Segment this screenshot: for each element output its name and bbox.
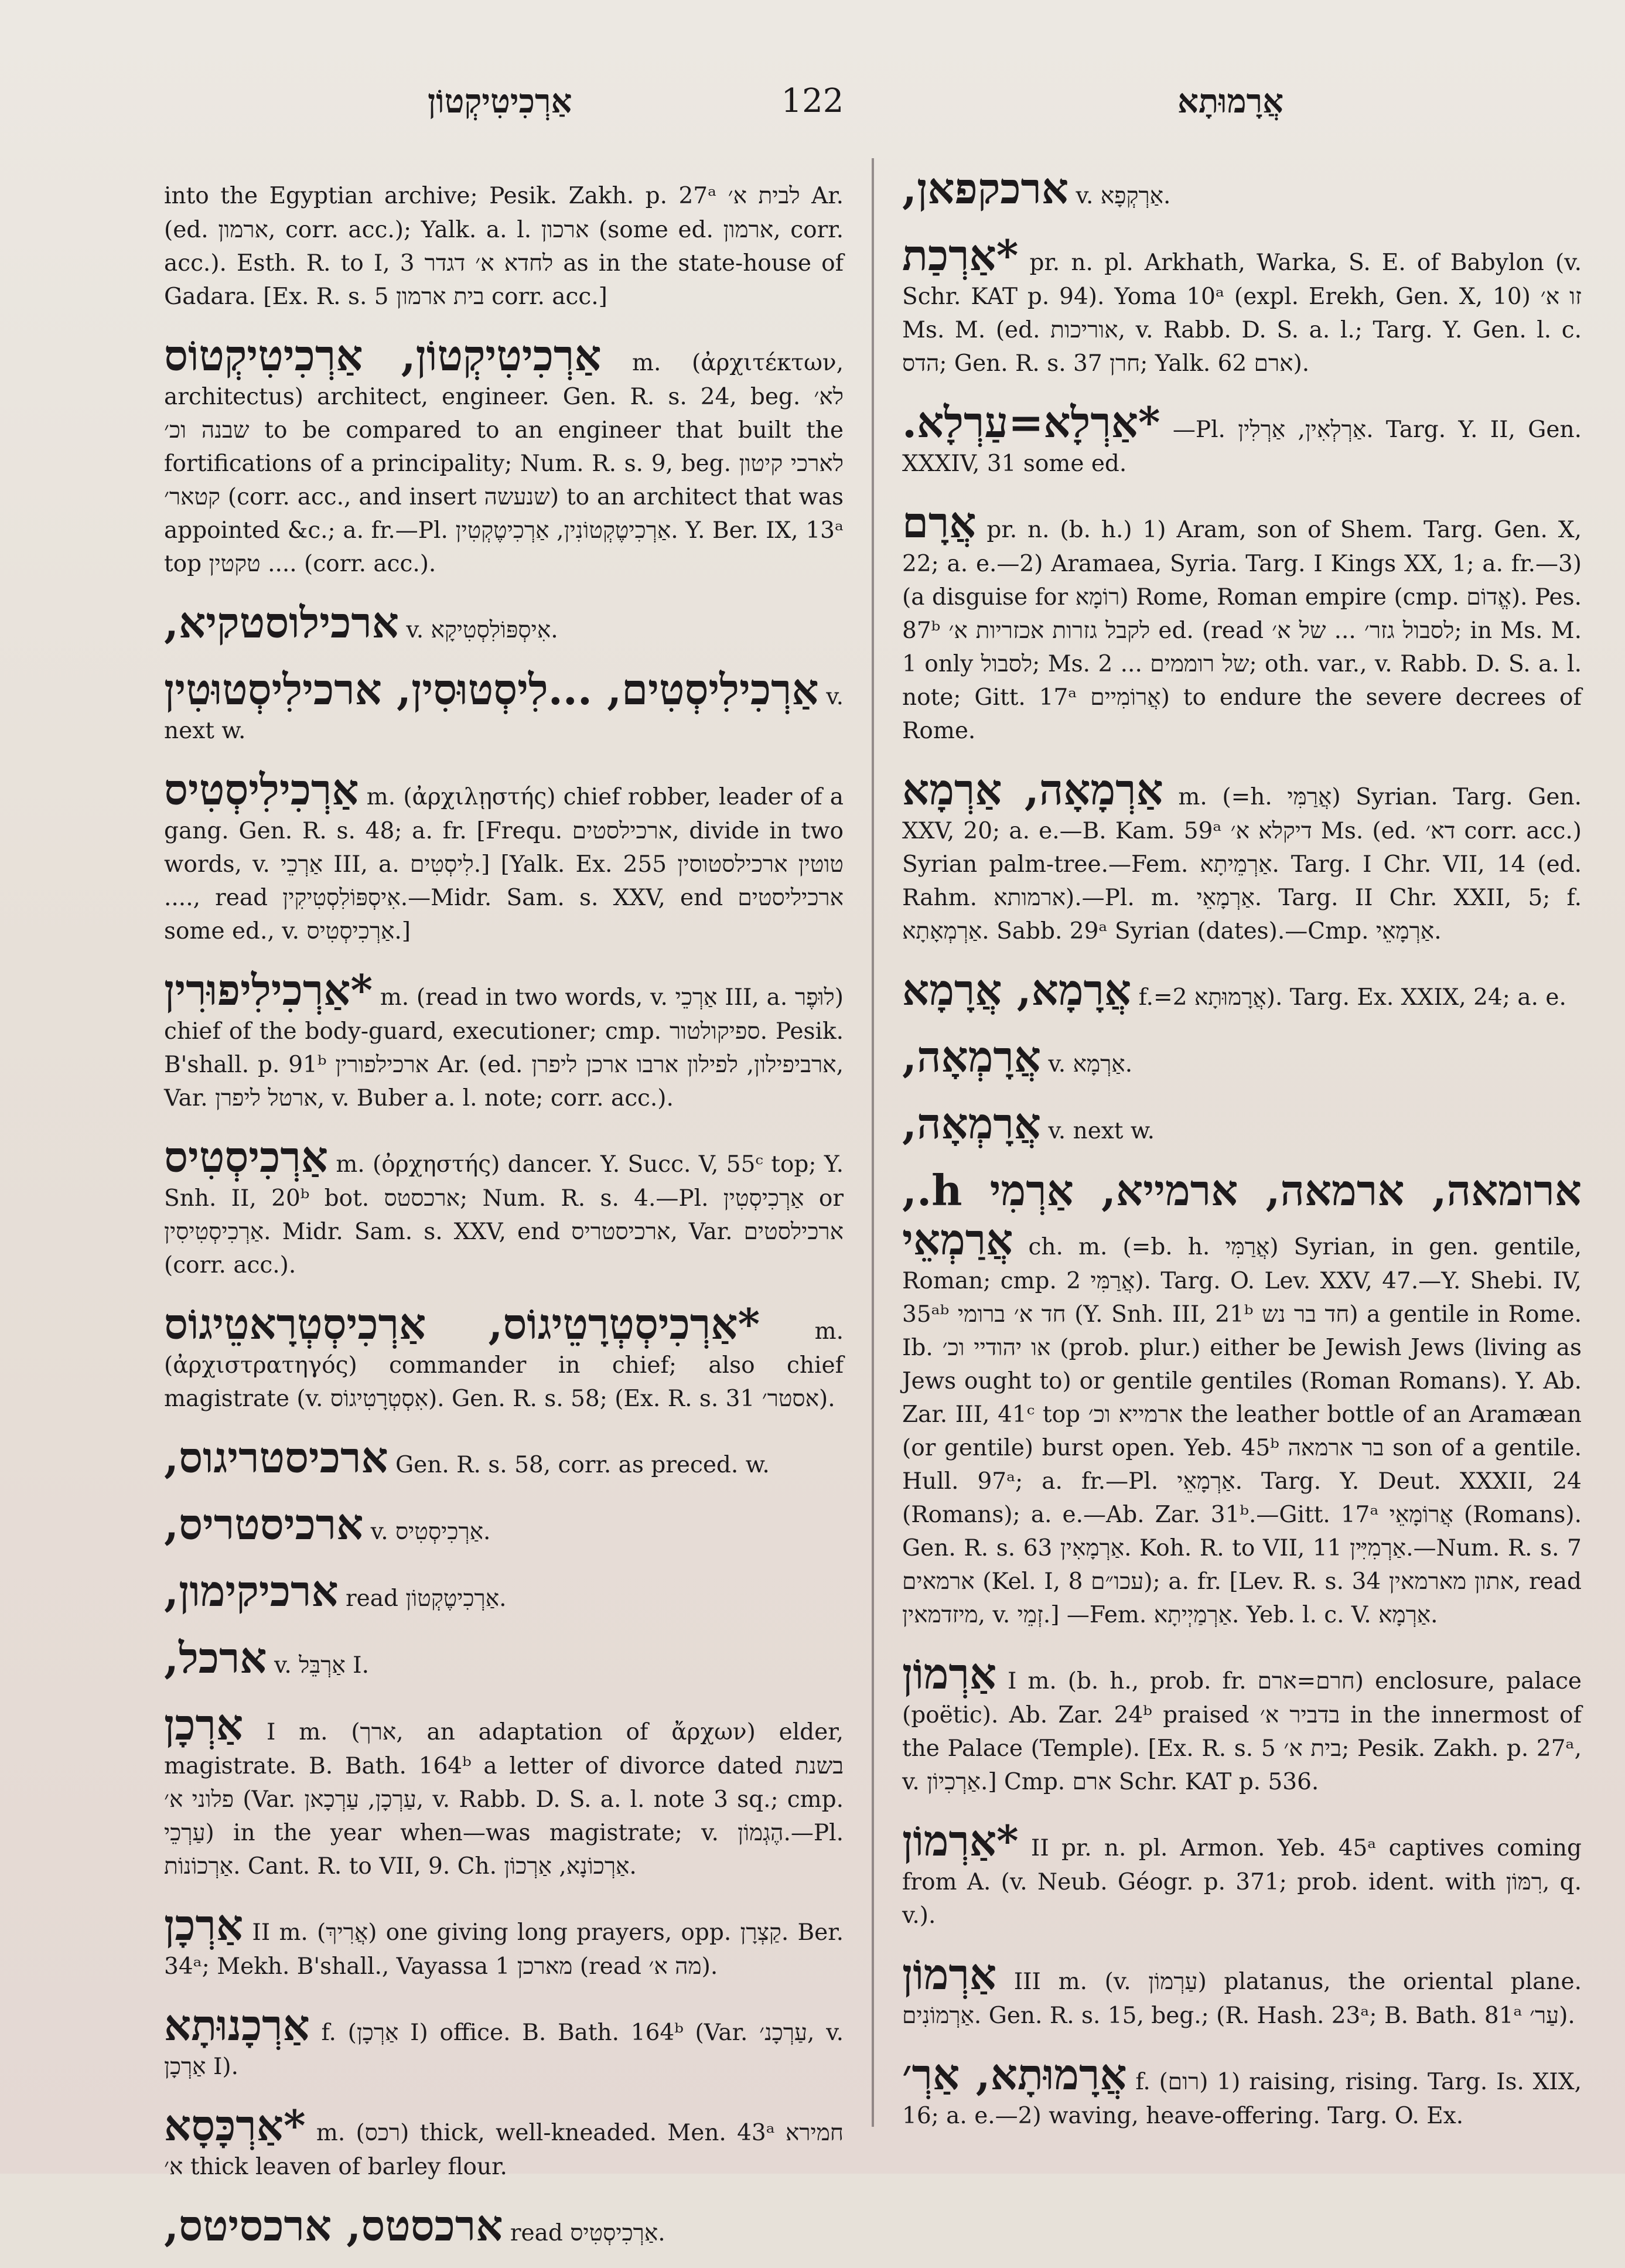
entry-headword: *אַרְכַת	[902, 230, 1019, 280]
entry-headword: אֲרָם	[902, 497, 977, 547]
entry-definition: II m. (אֲרִיךְ) one giving long prayers, opp. קַצְרָן. Ber. 34ᵃ; Mekh. B'shall., Vayassa 1 מארכן (read מה א׳).	[164, 1919, 844, 1980]
dictionary-entry	[902, 966, 1582, 1015]
entry-definition: pr. n. (b. h.) 1) Aram, son of Shem. Targ. Gen. X, 22; a. e.—2) Aramaea, Syria. Targ. I Kings XX, 1; a. fr.—3) (a disguise for רוֹמָא) Rome, Roman empire (cmp. אֱדוֹם). Pes. 87ᵇ לקבל גזרות אכזריות א׳ ed. (read לסבול גזר׳ ... של א׳; in Ms. M. 1 only לסבול; Ms. 2 ... של רוממים; oth. var., v. Rabb. D. S. a. l. note; Gitt. 17ᵃ אֲרוֹמִיים) to endure the severe decrees of Rome.	[902, 517, 1582, 744]
entry-headword: אַרְמוֹן	[902, 1649, 997, 1699]
entry-definition: v. next w.	[1048, 1118, 1155, 1144]
dictionary-entry	[164, 1901, 844, 1983]
entry-headword: *אַרְכִיסְטְרָטֵיגוֹס, אַרְכִיסְטְרָאטֵיגוֹס	[164, 1299, 760, 1349]
entry-headword: אַרְכִילִיסְטִיס	[164, 765, 359, 814]
entry-definition: v. אַרְמָא.	[1048, 1051, 1133, 1077]
entry-headword: אֲרָמְאָה,	[902, 1099, 1041, 1148]
dictionary-entry	[164, 765, 844, 948]
dictionary-entry	[902, 765, 1582, 948]
entry-definition: v. next w.	[164, 684, 844, 744]
dictionary-entry	[902, 1166, 1582, 1632]
entry-definition: III m. (v. עַרְמוֹן) platanus, the oriental plane. אַרְמוֹנִים. Gen. R. s. 15, beg.; (R. Hash. 23ᵃ; B. Bath. 81ᵃ עַר׳).	[902, 1969, 1582, 2029]
entry-definition: m. (read in two words, v. אַרְכֵי III, a. לוּפֶר) chief of the body-guard, executioner; cmp. ספיקולטור. Pesik. B'shall. p. 91ᵇ ארכילפורין Ar. (ed. ארביפילון, לפילון ארבו ארכן ליפרן, Var. ארטל ליפרן, v. Buber a. l. note; corr. acc.).	[164, 984, 844, 1111]
entry-definition: v. אִיסְפּוֹלִסְטִיקָא.	[406, 617, 558, 643]
dictionary-entry	[164, 1700, 844, 1883]
dictionary-entry	[902, 2050, 1582, 2133]
entry-headword: ארכסטס, ארכסיטס,	[164, 2201, 503, 2250]
entry-definition: I m. (b. h., prob. fr. חרם=ארם) enclosure, palace (poëtic). Ab. Zar. 24ᵇ praised בדביר א׳ in the innermost of the Palace (Temple). [Ex. R. s. 5 בית א׳; Pesik. Zakh. p. 27ᵃ, v. אַרְכִיוֹן.] Cmp. ארם Schr. KAT p. 536.	[902, 1668, 1582, 1795]
dictionary-entry	[902, 1816, 1582, 1932]
entry-definition: into the Egyptian archive; Pesik. Zakh. p. 27ᵃ לבית א׳ Ar. (ed. ארמון, corr. acc.); Yalk. a. l. ארכון (some ed. ארמון, corr. acc.). Esth. R. to I, 3 לחדא א׳ דגדר as in the state-house of Gadara. [Ex. R. s. 5 בית ארמון corr. acc.]	[164, 183, 844, 310]
entry-headword: *אַרְכִילִיפוּרִין	[164, 965, 373, 1015]
dictionary-entry	[164, 1300, 844, 1416]
entry-definition: f.=אֲרָמוּתָא 2). Targ. Ex. XXIX, 24; a. e.	[1138, 984, 1566, 1011]
right-column	[902, 164, 1582, 2150]
dictionary-entry	[902, 1099, 1582, 1148]
entry-definition: m. (ὀρχηστής) dancer. Y. Succ. V, 55ᶜ top; Y. Snh. II, 20ᵇ bot. ארכסטס; Num. R. s. 4.—Pl. אַרְכִיסְטִין or אַרְכִיסְטִיסִין. Midr. Sam. s. XXV, end ארכיסטריס, Var. ארכילסטים (corr. acc.).	[164, 1151, 844, 1278]
dictionary-entry	[164, 1633, 844, 1683]
running-head-left: אַרְכִיטִיקְטוֹן	[428, 82, 572, 121]
entry-definition: read אַרְכִיטֶקְטוֹן.	[346, 1585, 507, 1612]
dictionary-entry	[164, 2101, 844, 2184]
entry-headword: ארומאה, ארמאה, ארמייא, אַרְמִי h., אֲרַמְאֵי	[902, 1165, 1582, 1264]
entry-headword: *אַרְכָּסָא	[164, 2100, 306, 2150]
dictionary-entry	[164, 1500, 844, 1549]
entry-headword: אַרְכָנוּתָא	[164, 2000, 310, 2050]
entry-definition: m. (ἀρχιτέκτων, architectus) architect, engineer. Gen. R. s. 24, beg. לא׳ שבנה וכ׳ to be compared to an engineer that built the fortifications of a principality; Num. R. s. 9, beg. לארכי קיטון קטאר׳ (corr. acc., and insert שנעשה) to an architect that was appointed &c.; a. fr.—Pl. אַרְכִיטֶקְטוֹנִין, אַרְכִיטֶקְטִין. Y. Ber. IX, 13ᵃ top טקטין .... (corr. acc.).	[164, 350, 844, 577]
dictionary-entry	[164, 2201, 844, 2250]
entry-headword: ארכל,	[164, 1633, 267, 1683]
entry-definition: v. אַרְכִיסְטִיס.	[370, 1519, 491, 1545]
entry-headword: *אַרְלָא=עַרְלָא.	[902, 397, 1160, 447]
left-column	[164, 164, 844, 2268]
entry-headword: ארכיקימון,	[164, 1566, 339, 1616]
dictionary-entry	[164, 331, 844, 581]
entry-headword: אַרְמוֹן	[902, 1949, 997, 1999]
entry-definition: v. אַרְבֵּל I.	[274, 1652, 369, 1679]
page-number: 122	[781, 82, 844, 120]
dictionary-entry	[164, 966, 844, 1115]
entry-definition: m. (רכס) thick, well-kneaded. Men. 43ᵃ חמירא א׳ thick leaven of barley flour.	[164, 2120, 844, 2180]
entry-headword: אַרְכָן	[164, 1700, 244, 1749]
dictionary-entry	[902, 1950, 1582, 2032]
dictionary-entry	[902, 164, 1582, 213]
dictionary-entry	[164, 164, 844, 313]
entry-headword: ארכקפאן,	[902, 163, 1069, 213]
entry-headword: ארכילוסטקיא,	[164, 598, 399, 647]
entry-headword: אַרְכָן	[164, 1900, 244, 1950]
entry-headword: אֲרָמָא, אֲרָמָא	[902, 965, 1132, 1015]
dictionary-entry	[902, 1032, 1582, 1082]
entry-headword: *אַרְמוֹן	[902, 1816, 1019, 1865]
dictionary-entry	[164, 598, 844, 647]
entry-headword: אַרְכִילִיסְטִים, ...לִיסְטוּסִין, ארכילִיסְטוּטִין	[164, 664, 819, 714]
entry-definition: m. (ἀρχιλῃστής) chief robber, leader of a gang. Gen. R. s. 48; a. fr. [Frequ. ארכילסטים, divide in two words, v. אַרְכֵי III, a. לִיסְטִים.] [Yalk. Ex. 255 טוטין ארכילסטוסין ...., read אִיסְפּוֹלִסְטִיקִין.—Midr. Sam. s. XXV, end ארכיליסטים some ed., v. אַרְכִיסְטִיס.]	[164, 784, 844, 944]
dictionary-entry	[902, 398, 1582, 480]
dictionary-entry	[902, 1649, 1582, 1799]
dictionary-entry	[164, 1433, 844, 1482]
dictionary-entry	[164, 2001, 844, 2083]
dictionary-entry	[902, 498, 1582, 748]
entry-headword: ארכיסטריגוס,	[164, 1433, 388, 1482]
entry-definition: v. אַרְקְפָא.	[1076, 183, 1171, 209]
entry-definition: I m. (ארך, an adaptation of ἄρχων) elder, magistrate. B. Bath. 164ᵇ a letter of divorce dated בשנת פלוני א׳ (Var. עַרְכָן, עַרְכָאן, v. Rabb. D. S. a. l. note 3 sq.; cmp. עַרְכֵי) in the year when—was magistrate; v. הֶגְמוֹן.—Pl. אַרְכוֹנוֹת. Cant. R. to VII, 9. Ch. אַרְכוֹנָא, אַרְכוֹן.	[164, 1719, 844, 1880]
entry-definition: ch. m. (=b. h. אֲרַמִּי) Syrian, in gen. gentile, Roman; cmp. אֲרַמִּי 2). Targ. O. Lev. XXV, 47.—Y. Shebi. IV, 35ᵃᵇ חד א׳ ברומי (Y. Snh. III, 21ᵇ חד בר נש) a gentile in Rome. Ib. או יהודיי וכ׳ (prob. plur.) either be Jewish Jews (living as Jews ought to) or gentile gentiles (Roman Romans). Y. Ab. Zar. III, 41ᶜ top ארמייא וכ׳ the leather bottle of an Aramæan (or gentile) burst open. Yeb. 45ᵇ בר ארמאה son of a gentile. Hull. 97ᵃ; a. fr.—Pl. אַרְמָאֵי. Targ. Y. Deut. XXXII, 24 (Romans); a. e.—Ab. Zar. 31ᵇ.—Gitt. 17ᵃ אֲרוֹמָאֵי (Romans). Gen. R. s. 63 אַרְמָאִין. Koh. R. to VII, 11 אַרְמִיִּין.—Num. R. s. 7 ארמאים (Kel. I, 8 עכו״ם); a. fr. [Lev. R. s. 34 אתון מארמאין, read מיזדמאין, v. זְמֵי.] —Fem. אַרְמַיְיתָא. Yeb. l. c. V. אַרְמָא.	[902, 1234, 1582, 1628]
entry-headword: אַרְמָאָה, אַרְמָא	[902, 765, 1163, 814]
dictionary-entry	[164, 1133, 844, 1282]
entry-headword: אֲרָמְאָה,	[902, 1032, 1041, 1082]
entry-definition: f. (רום) 1) raising, rising. Targ. Is. XIX, 16; a. e.—2) waving, heave-offering. Targ. O. Ex.	[902, 2069, 1582, 2129]
dictionary-entry	[164, 665, 844, 748]
entry-definition: Gen. R. s. 58, corr. as preced. w.	[395, 1452, 770, 1478]
entry-definition: —Pl. אַרְלְאִין, אַרְלִין. Targ. Y. II, Gen. XXXIV, 31 some ed.	[902, 417, 1582, 477]
column-divider	[872, 158, 874, 2127]
entry-headword: ארכיסטריס,	[164, 1499, 364, 1549]
entry-definition: f. (אַרְכָן I) office. B. Bath. 164ᵇ (Var. עַרְכָנ׳, v. אַרְכָן I).	[164, 2020, 844, 2080]
dictionary-entry	[164, 1567, 844, 1616]
entry-headword: אַרְכִיטִיקְטוֹן, אַרְכִיטִיקְטוֹס	[164, 330, 602, 380]
dictionary-entry	[902, 231, 1582, 380]
entry-headword: אֲרָמוּתָא, אַרְ׳	[902, 2049, 1127, 2099]
running-head-right: אֲרָמוּתָא	[1177, 82, 1284, 121]
entry-definition: II pr. n. pl. Armon. Yeb. 45ᵃ captives coming from A. (v. Neub. Géogr. p. 371; prob. ident. with רִמּוֹן, q. v.).	[902, 1835, 1582, 1929]
entry-definition: m. (ἀρχιστρατηγός) commander in chief; also chief magistrate (v. אִסְטְרָטִיגוֹס). Gen. R. s. 58; (Ex. R. s. 31 אסטר׳).	[164, 1318, 844, 1412]
entry-headword: אַרְכִיסְטִיס	[164, 1132, 328, 1182]
entry-definition: m. (=h. אֲרַמִּי) Syrian. Targ. Gen. XXV, 20; a. e.—B. Kam. 59ᵃ דיקלא א׳ Ms. (ed. דא׳ corr. acc.) Syrian palm-tree.—Fem. אַרְמֵיתָא. Targ. I Chr. VII, 14 (ed. Rahm. ארמותא).—Pl. m. אַרְמָאֵי. Targ. II Chr. XXII, 5; f. אַרְמְאָתָא. Sabb. 29ᵃ Syrian (dates).—Cmp. אַרְמָאֵי.	[902, 784, 1582, 944]
entry-definition: read אַרְכִיסְטִיס.	[510, 2220, 665, 2246]
entry-definition: pr. n. pl. Arkhath, Warka, S. E. of Babylon (v. Schr. KAT p. 94). Yoma 10ᵃ (expl. Erekh, Gen. X, 10) זו א׳ Ms. M. (ed. אוריכות, v. Rabb. D. S. a. l.; Targ. Y. Gen. l. c. הדס; Gen. R. s. 37 חרן; Yalk. 62 ארם).	[902, 250, 1582, 377]
page-header	[0, 76, 1625, 129]
